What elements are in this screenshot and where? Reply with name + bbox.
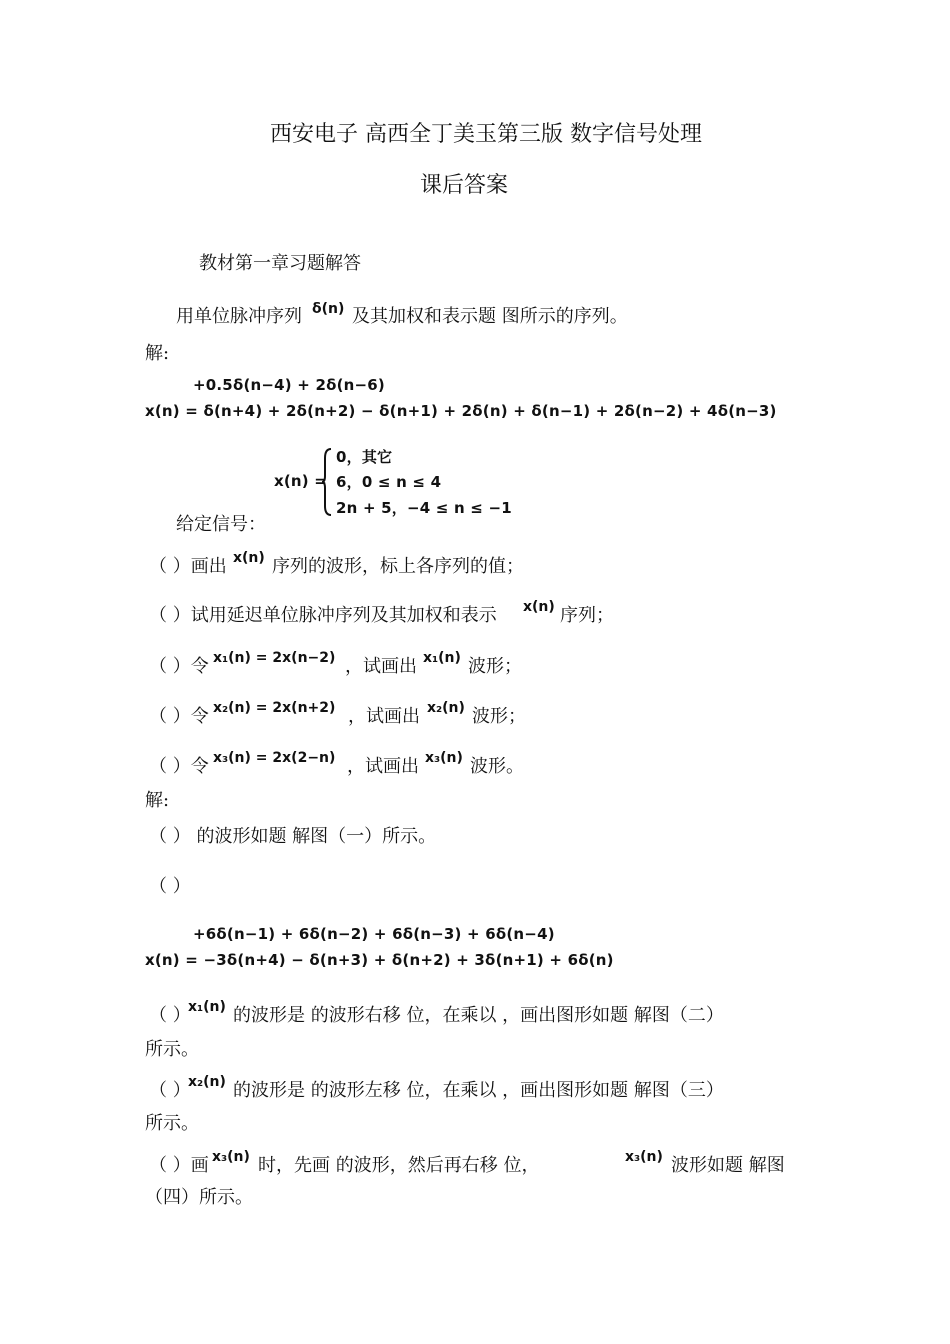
answer-4-pre: （ ） (149, 1080, 191, 1101)
item2-post: 序列； (560, 605, 614, 626)
item4-equation: x₂(n) = 2x(n+2) (213, 700, 336, 716)
item1-post: 序列的波形，标上各序列的值； (272, 556, 524, 577)
answer-3-tail: 所示。 (145, 1039, 199, 1060)
answer-4-text: 的波形是 的波形左移 位，在乘以 ，画出图形如题 解图（三） (233, 1080, 724, 1101)
equation-1-line1: +0.5δ(n−4) + 2δ(n−6) (193, 376, 385, 394)
item2-pre: （ ）试用延迟单位脉冲序列及其加权和表示 (149, 605, 497, 626)
case-2: 6，0 ≤ n ≤ 4 (336, 473, 442, 491)
item1-symbol: x(n) (233, 550, 265, 566)
brace-icon (322, 448, 332, 516)
answer-5-symbol: x₃(n) (212, 1149, 250, 1165)
item5-mid: ，试画出 (347, 756, 419, 777)
item4-mid: ，试画出 (348, 706, 420, 727)
chapter-heading: 教材第一章习题解答 (199, 253, 361, 274)
piecewise-lhs: x(n) = (274, 472, 328, 490)
equation-2-line2: x(n) = −3δ(n+4) − δ(n+3) + δ(n+2) + 3δ(n+1) + 6δ(n) (145, 951, 614, 969)
answer-3-pre: （ ） (149, 1005, 191, 1026)
document-title: 西安电子 高西全丁美玉第三版 数字信号处理 (270, 122, 702, 147)
given-signal-label: 给定信号： (176, 514, 266, 535)
item5-symbol: x₃(n) (425, 750, 463, 766)
equation-1-line2: x(n) = δ(n+4) + 2δ(n+2) − δ(n+1) + 2δ(n) + δ(n−1) + 2δ(n−2) + 4δ(n−3) (145, 402, 777, 420)
answer-5-text: 时，先画 的波形，然后再右移 位， (258, 1155, 540, 1176)
answer-4-symbol: x₂(n) (188, 1074, 226, 1090)
answer-5-text-2: 波形如题 解图 (671, 1155, 785, 1176)
answer-5-symbol-2: x₃(n) (625, 1149, 663, 1165)
answer-4-tail: 所示。 (145, 1113, 199, 1134)
document-subtitle: 课后答案 (420, 173, 509, 198)
answer-5-pre: （ ）画 (149, 1155, 209, 1176)
item1-pre: （ ）画出 (149, 556, 227, 577)
item3-post: 波形； (468, 656, 522, 677)
item3-pre: （ ）令 (149, 656, 209, 677)
equation-2-line1: +6δ(n−1) + 6δ(n−2) + 6δ(n−3) + 6δ(n−4) (193, 925, 555, 943)
solution-label-1: 解: (145, 343, 170, 364)
item2-symbol: x(n) (523, 599, 555, 615)
item4-post: 波形； (472, 706, 526, 727)
delta-symbol: δ(n) (312, 301, 345, 317)
case-1: 0，其它 (336, 448, 393, 466)
answer-2: （ ） (149, 876, 191, 897)
problem1-suffix: 及其加权和表示题 图所示的序列。 (352, 306, 628, 327)
item4-symbol: x₂(n) (427, 700, 465, 716)
problem1-prefix: 用单位脉冲序列 (176, 306, 302, 327)
item3-symbol: x₁(n) (423, 650, 461, 666)
item5-post: 波形。 (470, 756, 524, 777)
item5-equation: x₃(n) = 2x(2−n) (213, 750, 336, 766)
answer-1: （ ） 的波形如题 解图（一）所示。 (149, 826, 437, 847)
item3-equation: x₁(n) = 2x(n−2) (213, 650, 336, 666)
item3-mid: ，试画出 (345, 656, 417, 677)
item5-pre: （ ）令 (149, 756, 209, 777)
answer-3-text: 的波形是 的波形右移 位，在乘以 ，画出图形如题 解图（二） (233, 1005, 724, 1026)
answer-3-symbol: x₁(n) (188, 999, 226, 1015)
case-3: 2n + 5，−4 ≤ n ≤ −1 (336, 499, 512, 517)
solution-label-2: 解: (145, 790, 170, 811)
item4-pre: （ ）令 (149, 706, 209, 727)
answer-5-tail: （四）所示。 (145, 1187, 253, 1208)
